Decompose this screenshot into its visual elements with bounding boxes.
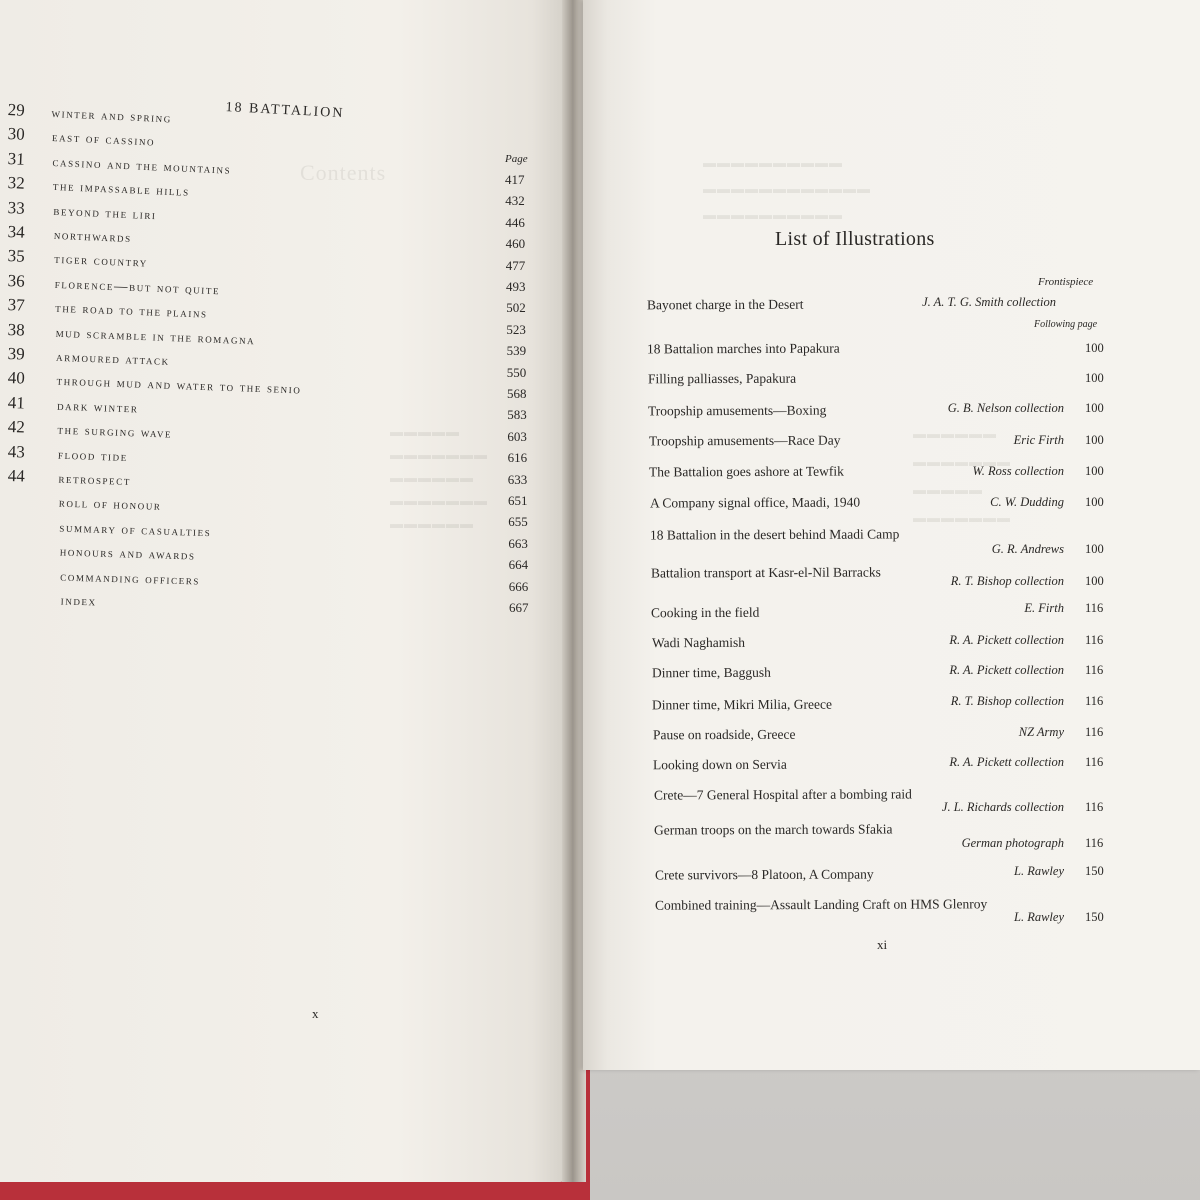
chapter-page: 633	[507, 471, 528, 487]
illustration-credit: J. A. T. G. Smith collection	[922, 295, 1056, 309]
illustration-title: 18 Battalion marches into Papakura	[647, 340, 841, 357]
chapter-page: 539	[506, 343, 527, 359]
chapter-number: 32	[7, 173, 26, 193]
chapter-number: 39	[7, 344, 26, 364]
following-page-label: Following page	[1034, 319, 1098, 330]
illustration-credit: C. W. Dudding	[990, 495, 1064, 509]
chapter-title: index	[60, 592, 97, 609]
chapter-number: 44	[7, 466, 26, 486]
illustration-title: Troopship amusements—Race Day	[648, 432, 841, 449]
list-title: List of Illustrations	[775, 228, 935, 250]
illustration-page: 116	[1085, 601, 1104, 615]
page-number: xi	[877, 937, 888, 952]
illustration-credit: Eric Firth	[1013, 433, 1064, 447]
left-page	[0, 0, 566, 1182]
running-head: 18 BATTALION	[225, 100, 345, 122]
illustration-credit: R. A. Pickett collection	[949, 755, 1064, 769]
illustration-title: Troopship amusements—Boxing	[648, 402, 827, 419]
chapter-number: 36	[7, 270, 26, 291]
illustration-page: 116	[1085, 725, 1104, 739]
chapter-title: mud scramble in the romagna	[55, 324, 256, 347]
chapter-title: east of cassino	[51, 129, 156, 149]
illustration-credit: NZ Army	[1018, 725, 1064, 739]
chapter-page: 523	[506, 321, 526, 337]
chapter-number: 38	[7, 319, 26, 340]
chapter-title: flood tide	[57, 446, 129, 464]
chapter-title: northwards	[53, 226, 133, 246]
chapter-page: 666	[508, 578, 529, 594]
chapter-title: beyond the liri	[53, 202, 157, 222]
chapter-page: 568	[507, 386, 527, 401]
chapter-title: winter and spring	[51, 104, 173, 126]
illustration-page: 116	[1085, 755, 1104, 769]
illustration-page: 116	[1085, 663, 1104, 677]
chapter-page: 663	[508, 535, 528, 551]
show-through-text: Contents	[300, 160, 387, 185]
illustration-title: Looking down on Servia	[653, 756, 788, 773]
illustration-page: 116	[1085, 836, 1104, 850]
illustration-credit: R. A. Pickett collection	[949, 663, 1064, 677]
chapter-title: cassino and the mountains	[52, 153, 232, 177]
chapter-title: retrospect	[58, 470, 132, 488]
illustration-page: 100	[1085, 371, 1104, 385]
chapter-title: the impassable hills	[52, 178, 191, 199]
chapter-title: through mud and water to the senio	[56, 373, 302, 397]
chapter-page: 493	[506, 279, 526, 294]
illustration-title: Battalion transport at Kasr-el-Nil Barracks	[650, 564, 881, 581]
chapter-page: 667	[509, 600, 529, 615]
chapter-number: 35	[7, 246, 26, 267]
chapter-number: 43	[7, 441, 26, 462]
illustration-page: 116	[1085, 694, 1104, 708]
chapter-number: 41	[7, 392, 26, 413]
chapter-title: summary of casualties	[59, 519, 212, 540]
illustration-title: The Battalion goes ashore at Tewfik	[649, 463, 845, 480]
chapter-page: 502	[506, 300, 526, 316]
illustration-page: 100	[1085, 464, 1104, 478]
illustration-credit: J. L. Richards collection	[941, 800, 1064, 814]
illustration-title: Filling palliasses, Papakura	[647, 370, 797, 387]
chapter-page: 477	[505, 257, 526, 273]
page-column-label: Page	[505, 153, 528, 165]
illustration-credit: W. Ross collection	[972, 464, 1064, 478]
chapter-page: 550	[506, 364, 527, 380]
illustration-page: 100	[1085, 341, 1104, 355]
show-through-text: ▬▬▬▬▬▬ ▬▬▬▬▬▬▬ ▬▬▬▬▬ ▬▬▬▬▬▬▬	[913, 426, 1011, 525]
chapter-number: 37	[7, 295, 26, 315]
frontispiece-label: Frontispiece	[1038, 276, 1094, 288]
illustration-title: German troops on the march towards Sfakia	[654, 821, 893, 838]
page-number: x	[312, 1006, 319, 1021]
illustration-title: 18 Battalion in the desert behind Maadi Camp	[650, 526, 900, 543]
chapter-page: 583	[507, 407, 527, 423]
illustration-page: 100	[1085, 542, 1104, 556]
chapter-title: tiger country	[54, 251, 149, 271]
illustration-title: A Company signal office, Maadi, 1940	[649, 494, 860, 511]
chapter-title: commanding officers	[60, 568, 201, 588]
chapter-page: 603	[507, 428, 527, 444]
illustration-credit: G. R. Andrews	[991, 542, 1064, 556]
illustration-title: Crete survivors—8 Platoon, A Company	[654, 866, 874, 883]
show-through-text: ▬▬▬▬▬ ▬▬▬▬▬▬▬ ▬▬▬▬▬▬ ▬▬▬▬▬▬▬ ▬▬▬▬▬▬	[390, 424, 488, 531]
illustration-title: Dinner time, Mikri Milia, Greece	[652, 696, 833, 713]
illustration-page: 116	[1085, 633, 1104, 647]
illustration-title: Pause on roadside, Greece	[652, 726, 796, 743]
illustration-title: Combined training—Assault Landing Craft on HMS Glenroy	[655, 896, 988, 913]
chapter-number: 33	[7, 197, 26, 218]
chapter-number: 30	[7, 124, 26, 145]
illustration-credit: German photograph	[961, 836, 1064, 850]
illustration-page: 100	[1085, 401, 1104, 415]
illustration-credit: L. Rawley	[1014, 864, 1064, 878]
chapter-page: 655	[508, 514, 528, 530]
chapter-page: 651	[508, 493, 528, 508]
illustration-page: 100	[1085, 433, 1104, 447]
chapter-page: 432	[505, 193, 525, 209]
chapter-number: 40	[7, 368, 26, 388]
chapter-title: armoured attack	[55, 348, 171, 368]
illustration-credit: E. Firth	[1024, 601, 1064, 615]
illustration-page: 150	[1085, 910, 1104, 924]
illustration-title: Cooking in the field	[651, 604, 760, 621]
illustration-credit: R. T. Bishop collection	[950, 574, 1064, 588]
illustration-title: Wadi Naghamish	[651, 634, 745, 651]
chapter-number: 42	[7, 417, 26, 437]
illustration-title: Dinner time, Baggush	[651, 664, 771, 681]
illustration-credit: L. Rawley	[1014, 910, 1064, 924]
chapter-page: 460	[505, 236, 526, 252]
illustration-page: 100	[1085, 495, 1104, 509]
chapter-title: roll of honour	[58, 494, 162, 514]
illustration-title: Crete—7 General Hospital after a bombing raid	[653, 786, 912, 803]
illustration-page: 116	[1085, 800, 1104, 814]
chapter-number: 31	[7, 148, 26, 169]
illustration-page: 100	[1085, 574, 1104, 588]
illustration-page: 150	[1085, 864, 1104, 878]
chapter-title: the surging wave	[57, 421, 173, 441]
chapter-number: 29	[7, 100, 26, 120]
chapter-title: honours and awards	[59, 543, 196, 563]
chapter-page: 664	[508, 557, 529, 573]
illustration-credit: R. T. Bishop collection	[950, 694, 1064, 708]
chapter-page: 446	[505, 214, 525, 230]
chapter-number: 34	[7, 222, 26, 242]
chapter-title: dark winter	[56, 397, 139, 416]
illustration-title: Bayonet charge in the Desert	[646, 296, 804, 313]
show-through-text: ▬▬▬▬▬▬▬▬▬▬ ▬▬▬▬▬▬▬▬▬▬▬▬ ▬▬▬▬▬▬▬▬▬▬	[703, 155, 871, 222]
chapter-page: 417	[505, 172, 525, 187]
chapter-title: the road to the plains	[54, 300, 208, 321]
illustration-credit: R. A. Pickett collection	[949, 633, 1064, 647]
illustration-credit: G. B. Nelson collection	[947, 401, 1064, 415]
chapter-title: florence—but not quite	[54, 275, 221, 298]
chapter-page: 616	[507, 450, 528, 466]
